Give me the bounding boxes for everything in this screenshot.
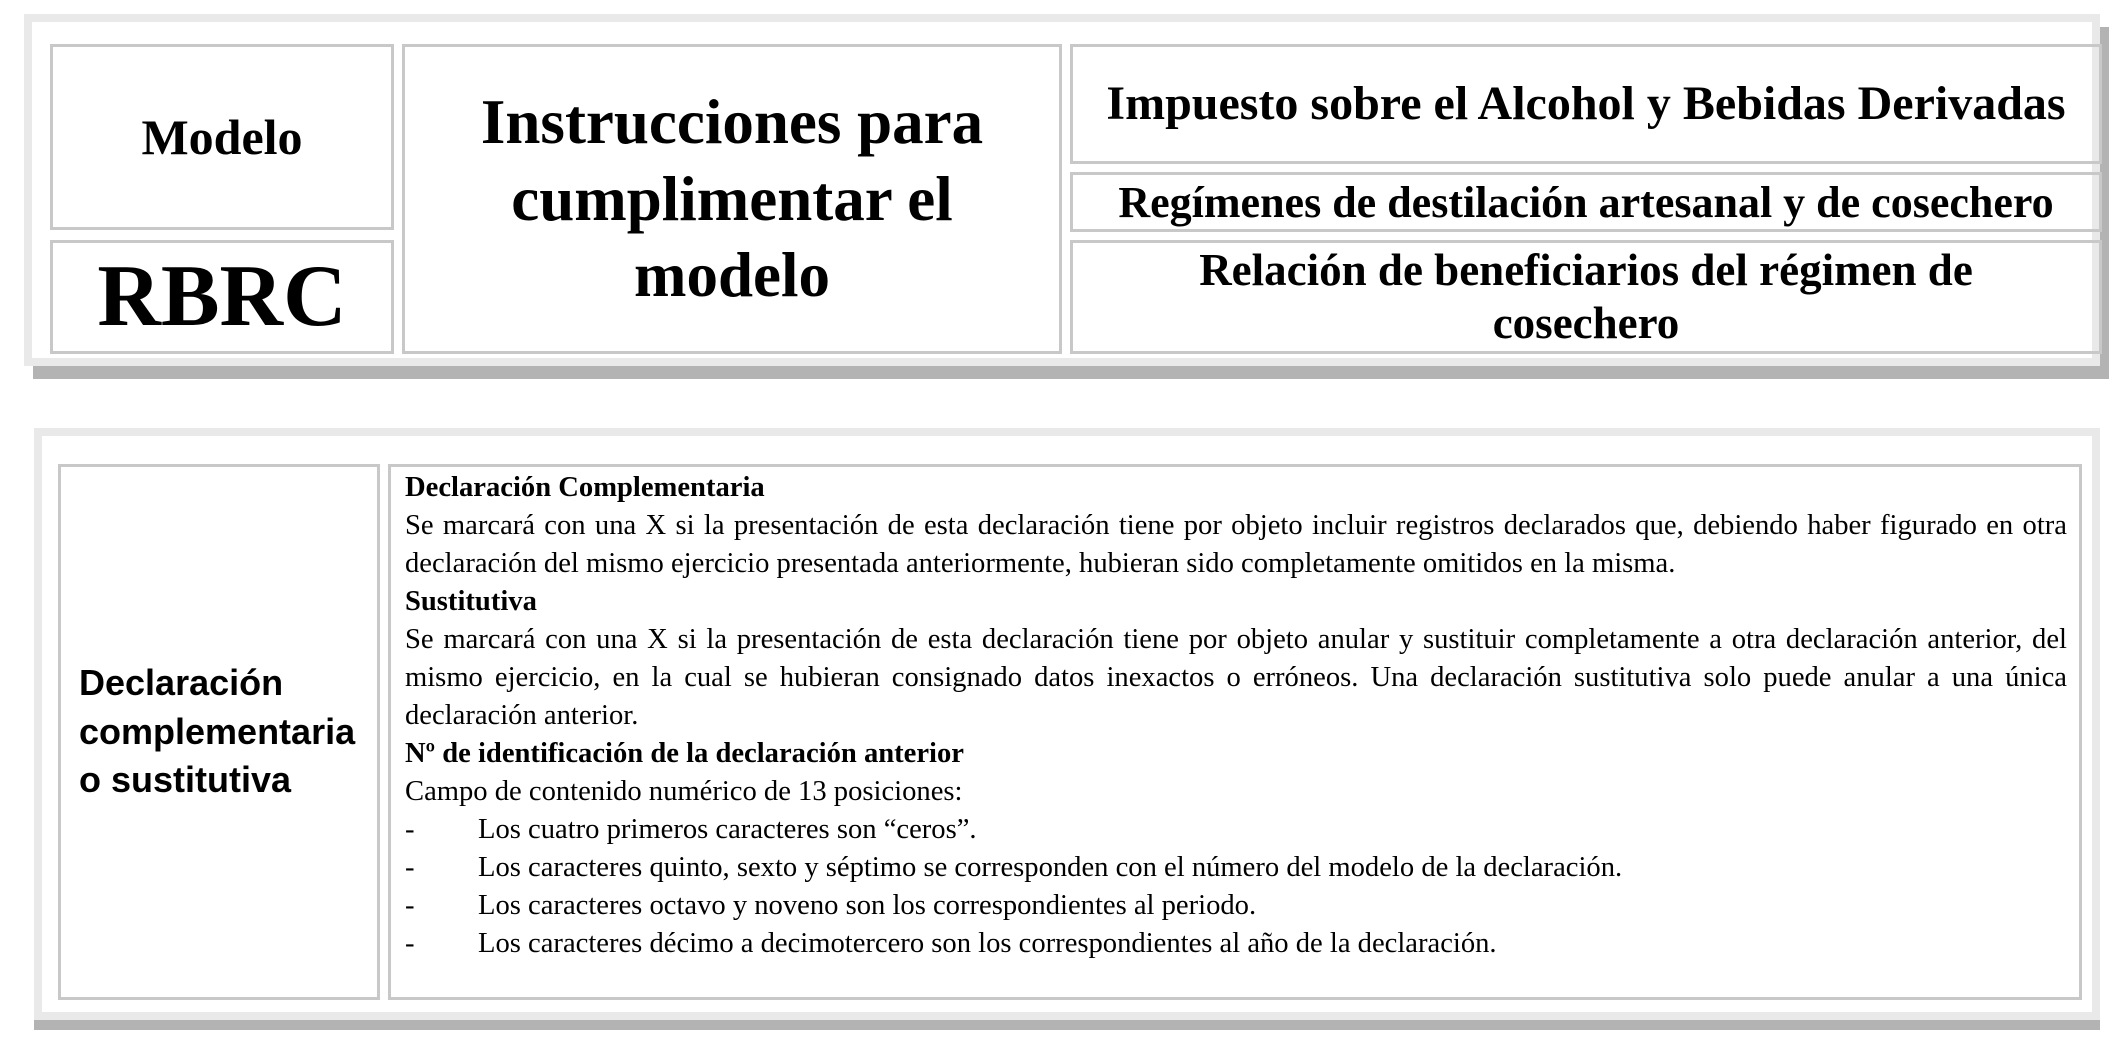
identificacion-rules-list — [405, 811, 2067, 963]
list-item — [405, 887, 2067, 925]
list-bullet: - — [405, 814, 415, 845]
tax-name-cell — [1070, 44, 2102, 164]
instructions-table — [42, 436, 2092, 1012]
modelo-label: Modelo — [141, 109, 303, 165]
relation-title: Relación de beneficiarios del régimen de cosechero — [1199, 245, 1973, 348]
header-table — [32, 22, 2092, 358]
list-item — [405, 925, 2067, 963]
regimes-title: Regímenes de destilación artesanal y de cosechero — [1118, 177, 2054, 227]
list-item-text: Los cuatro primeros caracteres son “ceros”. — [478, 814, 977, 845]
modelo-label-cell — [50, 44, 394, 230]
list-item-text: Los caracteres octavo y noveno son los correspondientes al periodo. — [478, 890, 1257, 921]
regimes-cell — [1070, 172, 2102, 232]
list-bullet: - — [405, 928, 415, 959]
modelo-code-cell — [50, 240, 394, 354]
list-item — [405, 849, 2067, 887]
section-label: Declaración complementaria o sustitutiva — [79, 661, 356, 801]
section-label-cell — [58, 464, 380, 1000]
sustitutiva-heading: Sustitutiva — [405, 586, 537, 617]
complementaria-text: Se marcará con una X si la presentación de esta declaración tiene por objeto incluir registros declarados que, debiendo haber figurado en otra declaración del mismo ejercicio presentada anteriormente, hubieran sido completamente omitidos en la misma. — [405, 510, 2067, 579]
page-title: Instrucciones para cumplimentar el modelo — [480, 86, 984, 311]
title-cell — [402, 44, 1062, 354]
complementaria-heading: Declaración Complementaria — [405, 472, 765, 503]
modelo-code: RBRC — [97, 248, 347, 345]
list-item-text: Los caracteres quinto, sexto y séptimo se corresponden con el número del modelo de la declaración. — [478, 852, 1623, 883]
list-bullet: - — [405, 852, 415, 883]
relation-cell — [1070, 240, 2102, 354]
tax-name: Impuesto sobre el Alcohol y Bebidas Derivadas — [1106, 77, 2066, 131]
list-item-text: Los caracteres décimo a decimotercero son los correspondientes al año de la declaración. — [478, 928, 1497, 959]
sustitutiva-text: Se marcará con una X si la presentación de esta declaración tiene por objeto anular y sustituir completamente a otra declaración anterior, del mismo ejercicio, en la cual se hubieran consignado datos inexactos o erróneos. Una declaración sustitutiva solo puede anular a una única declaración anterior. — [405, 624, 2067, 731]
list-bullet: - — [405, 890, 415, 921]
identificacion-heading: Nº de identificación de la declaración anterior — [405, 738, 964, 769]
list-item — [405, 811, 2067, 849]
section-content-cell — [388, 464, 2082, 1000]
identificacion-text: Campo de contenido numérico de 13 posiciones: — [405, 776, 963, 807]
instructions-block — [34, 428, 2100, 1020]
header-block — [24, 14, 2100, 366]
